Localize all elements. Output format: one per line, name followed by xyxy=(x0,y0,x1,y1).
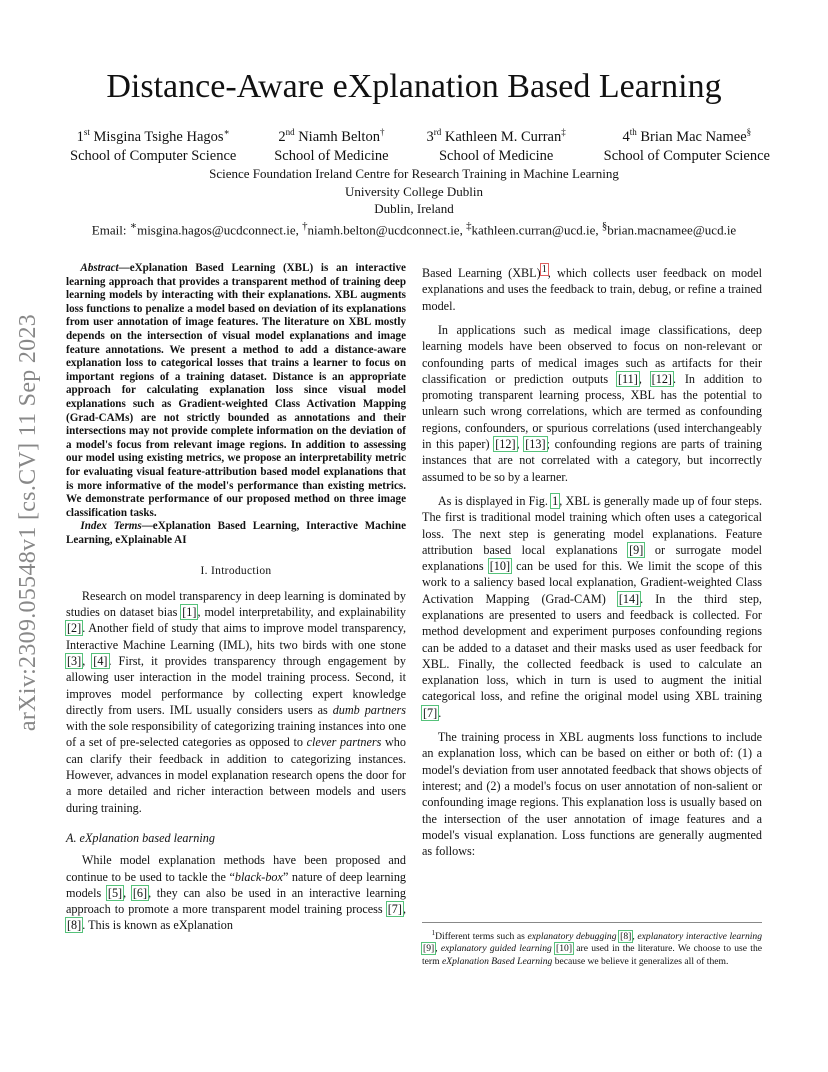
figure-link[interactable]: 1 xyxy=(552,493,559,508)
right-paragraph-4: The training process in XBL augments loss functions to include an explanation loss, which can be based on either or both of: (1) a model's deviation from user annotated feedback that shows objects of interest; and (2) a model's focus on user annotation of non-salient or confounding image regions. This explanation loss is usually based on the intersection of the user annotation of image features and a model's visual explanation. Loss functions are generally augmented as follows: xyxy=(422,730,762,859)
right-paragraph-2: In applications such as medical image classifications, deep learning models have been observed to focus on non-relevant or confounding parts of medical images such as artifacts for their classification or prediction outputs [11], [12]. In addition to promoting transparent learning process, XBL has the potential to unlearn such wrong correlations, which are termed as confounding regions, confounders, or spurious correlations (used interchangeably in this paper) [12], [13]; confounding regions are parts of training instances that are not correlated with a category, but incorrectly assumed to be so by a learner. xyxy=(422,322,763,484)
right-paragraph-3: As is displayed in Fig. 1, XBL is generally made up of four steps. The first is traditional model training which often uses a categorical loss. The next step is generating model explanations. Feature attribution based local explanations [9] or surrogate model explanations [10] can be used for this. We limit the scope of this work to a saliency based local explanation, Gradient-weighted Class Activation Mapping (Grad-CAM) [14]. In the third step, explanations are presented to users and feedback is collected. For method development and experiment purposes confounding regions can be added to a dataset and their masks used as user feedback for XBL. Finally, the collected feedback is used to calculate an explanation loss, which in turn is used to augment the initial categorical loss, and refine the original model using XBL training [7]. xyxy=(422,493,762,720)
affiliation-line-3: Dublin, Ireland xyxy=(374,201,454,216)
affiliation-block xyxy=(0,165,828,238)
footnote-link[interactable]: 1 xyxy=(541,264,547,275)
email-line: Email: ∗misgina.hagos@ucdconnect.ie, †niamh.belton@ucdconnect.ie, ‡kathleen.curran@ucd.ie, §brian.macnamee@ucd.ie xyxy=(91,219,737,237)
citation-link[interactable]: [8] xyxy=(67,918,82,933)
citation-link[interactable]: [9] xyxy=(629,542,644,557)
citation-link[interactable]: [3] xyxy=(67,653,82,668)
paper-title: Distance-Aware eXplanation Based Learning xyxy=(106,68,722,105)
citation-link[interactable]: [9] xyxy=(423,943,435,955)
email-link[interactable]: brian.macnamee@ucd.ie xyxy=(607,221,737,237)
subsection-heading-xbl: A. eXplanation based learning xyxy=(66,830,215,845)
author-4: 4th Brian Mac Namee§ School of Computer Science xyxy=(603,127,770,164)
citation-link[interactable]: [5] xyxy=(107,885,123,900)
email-link[interactable]: niamh.belton@ucdconnect.ie, xyxy=(307,221,463,237)
citation-link[interactable]: [12] xyxy=(495,437,516,452)
citation-link[interactable]: [7] xyxy=(423,705,438,720)
citation-link[interactable]: [11] xyxy=(617,371,638,386)
right-paragraph-1: Based Learning (XBL)$^1$, which collects user feedback on model explanations and uses the feedback to train, debug, or refine a trained model. xyxy=(422,264,762,313)
citation-link[interactable]: [2] xyxy=(67,621,82,636)
citation-link[interactable]: [1] xyxy=(182,605,197,620)
citation-link[interactable]: [13] xyxy=(525,437,546,452)
citation-link[interactable]: [6] xyxy=(132,885,148,900)
email-link[interactable]: kathleen.curran@ucd.ie, xyxy=(471,221,599,237)
citation-link[interactable]: [10] xyxy=(489,559,511,574)
author-3: 3rd Kathleen M. Curran‡ School of Medicine xyxy=(426,127,566,164)
author-2: 2nd Niamh Belton† School of Medicine xyxy=(274,127,389,164)
author-block xyxy=(70,123,770,166)
citation-link[interactable]: [4] xyxy=(93,653,108,668)
index-terms: Index Terms—eXplanation Based Learning, Interactive Machine Learning, eXplainable AI xyxy=(66,520,406,546)
affiliation-line-2: University College Dublin xyxy=(345,183,483,199)
citation-link[interactable]: [7] xyxy=(387,902,402,917)
footnote: $^1$Different terms such as explanatory debugging [8], explanatory interactive learning [9], explanatory guided learning [10] are used in the literature. We choose to use the term eXplanation Based Learning because we believe it generalizes all of them. xyxy=(422,922,762,968)
citation-link[interactable]: [8] xyxy=(620,931,632,943)
abstract: Abstract—eXplanation Based Learning (XBL) is an interactive learning approach that provides a transparent method of training deep learning models by interacting with their explanations. XBL augments loss functions to penalize a model based on deviation of its explanations from user annotation of image features. The literature on XBL mostly depends on the intersection of visual model explanations and image feature annotations. We present a method to add a distance-aware explanation loss to categorical losses that trains a learner to focus on important regions of a training dataset. Distance is an appropriate approach for calculating explanation loss since visual model explanations such as Gradient-weighted Class Activation Mapping (Grad-CAMs) are not strictly bounded as annotations and their intersections may not provide complete information on the deviation of a model's focus from relevant image regions. In addition to assessing our model using existing metrics, we propose an interpretability metric for evaluating visual feature-attribution based model explanations that is more informative of the model's performance than existing metrics. We demonstrate performance of our proposed method on three image classification tasks. Index Terms—eXplanation Based Learning, Interactive Machine Learning, eXplainable AI xyxy=(66,262,406,546)
left-column xyxy=(66,262,406,934)
citation-link[interactable]: [10] xyxy=(556,943,573,955)
email-link[interactable]: misgina.hagos@ucdconnect.ie, xyxy=(137,221,299,237)
arxiv-stamp: arXiv:2309.05548v1 [cs.CV] 11 Sep 2023 xyxy=(15,313,42,732)
right-column xyxy=(422,262,762,859)
citation-link[interactable]: [14] xyxy=(618,591,640,606)
intro-paragraph-1: Research on model transparency in deep learning is dominated by studies on dataset bias [1], model interpretability, and explainability [2]. Another field of study that aims to improve model transparency, Interactive Machine Learning (IML), hits two birds with one stone [3], [4]. First, it provides transparency through engagement by allowing user interaction in the model training process. Second, it improves model performance by collecting expert knowledge directly from users. IML usually considers users as dumb partners with the sole responsibility of categorizing training instances into one of a set of pre-selected categories as opposed to clever partners who can clarify their feedback in addition to categorizing instances. However, advances in model explanation research opens the door for a more detailed and richer interaction between models and users during training. xyxy=(66,588,406,815)
xbl-paragraph-1: While model explanation methods have been proposed and continue to be used to tackle the “black-box” nature of deep learning models [5], [6], they can also be used in an interactive learning approach to promote a more transparent model training process [7], [8]. This is known as eXplanation xyxy=(66,853,407,933)
affiliation-line-1: Science Foundation Ireland Centre for Research Training in Machine Learning xyxy=(209,166,619,181)
section-heading-introduction: I. Introduction xyxy=(200,565,272,578)
citation-link[interactable]: [12] xyxy=(651,371,672,386)
author-1: 1st Misgina Tsighe Hagos∗ School of Computer Science xyxy=(70,127,237,164)
